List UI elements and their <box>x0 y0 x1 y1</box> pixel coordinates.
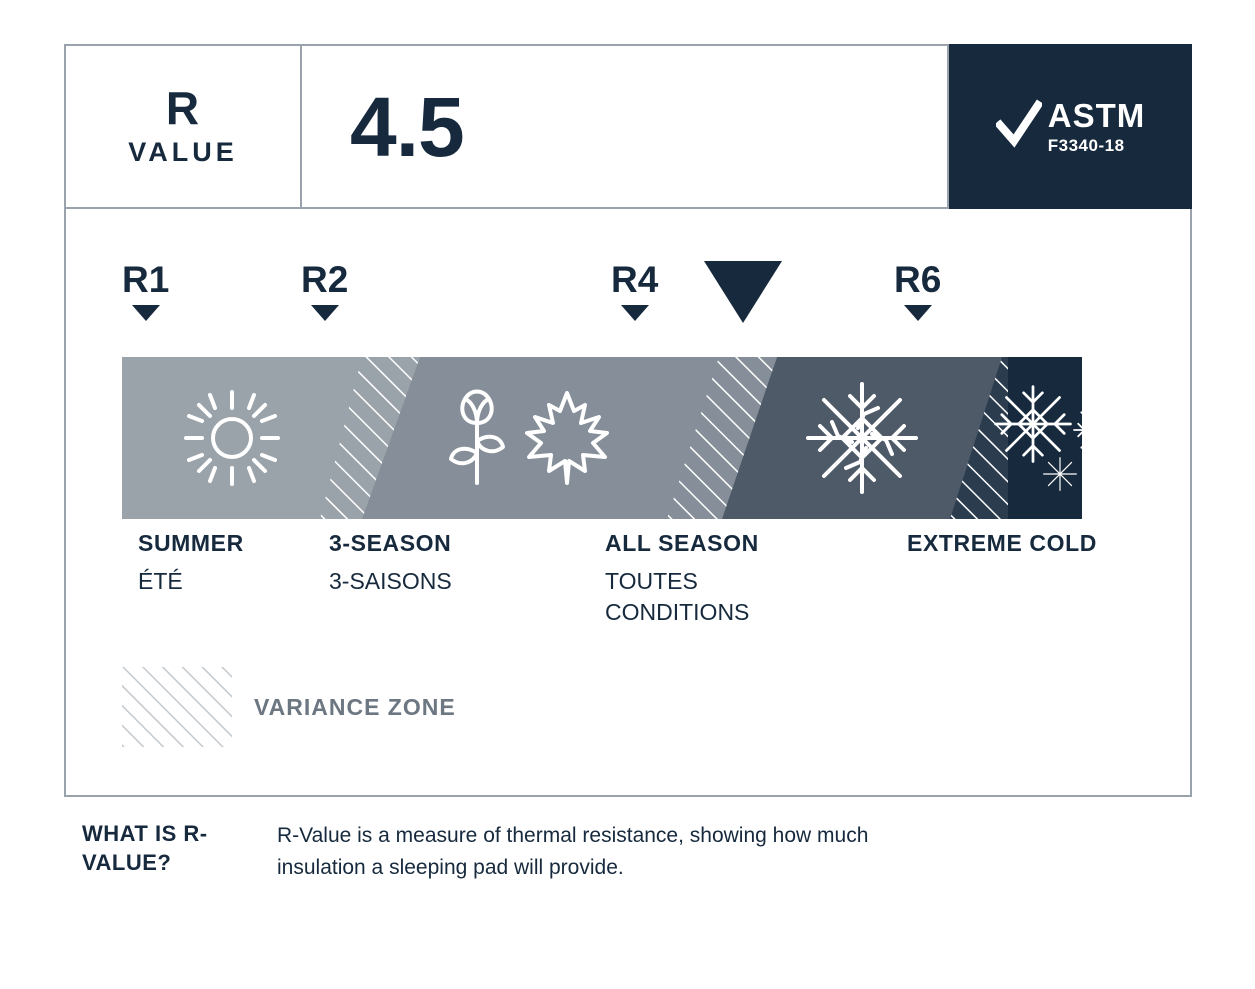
footer-title: WHAT IS R-VALUE? <box>82 821 208 875</box>
zone-label-3-season <box>329 531 452 597</box>
flower-leaf-icon <box>422 357 642 519</box>
temperature-zone-bar <box>122 357 1082 519</box>
zone-name-en: 3-SEASON <box>329 530 452 556</box>
tick-arrow-icon <box>621 305 649 321</box>
tick-r6 <box>894 261 941 321</box>
r-value-number-box <box>302 44 949 209</box>
tick-r4 <box>611 261 658 321</box>
zone-label-extreme-cold <box>907 531 1097 556</box>
snowflakes-icon <box>982 357 1082 519</box>
variance-legend-label: VARIANCE ZONE <box>254 693 456 720</box>
zone-label-all-season <box>605 531 805 628</box>
footer-description: R-Value is a measure of thermal resistance, showing how much insulation a sleeping pad will provide. <box>277 824 869 879</box>
tick-r2 <box>301 261 348 321</box>
zone-labels <box>122 531 1142 661</box>
tick-label: R1 <box>122 259 170 300</box>
checkmark-icon <box>996 99 1042 154</box>
zone-name-en: ALL SEASON <box>605 530 759 556</box>
header-row <box>64 44 1192 209</box>
r-letter: R <box>165 82 201 134</box>
zone-label-summer <box>138 531 244 597</box>
astm-text-block <box>1048 99 1146 154</box>
astm-spec: F3340-18 <box>1047 136 1125 155</box>
scale-ticks <box>66 209 1190 359</box>
footer <box>82 820 1182 883</box>
value-word: VALUE <box>128 137 238 167</box>
tick-arrow-icon <box>132 305 160 321</box>
snowflake-icon <box>772 357 952 519</box>
tick-label: R2 <box>301 259 349 300</box>
tick-label: R6 <box>894 259 942 300</box>
astm-name: ASTM <box>1047 97 1146 134</box>
sun-icon <box>177 357 287 519</box>
r-value-label-box <box>64 44 302 209</box>
zone-name-en: SUMMER <box>138 530 244 556</box>
scale-panel <box>64 209 1192 797</box>
tick-arrow-icon <box>311 305 339 321</box>
current-value-pointer-icon <box>704 261 782 323</box>
variance-swatch-icon <box>122 667 232 747</box>
r-value-number: 4.5 <box>350 79 464 174</box>
tick-arrow-icon <box>904 305 932 321</box>
zone-name-fr: ÉTÉ <box>138 568 183 595</box>
astm-certification-badge <box>949 44 1192 209</box>
zone-name-fr: TOUTES CONDITIONS <box>605 568 750 626</box>
tick-label: R4 <box>611 259 659 300</box>
tick-r1 <box>122 261 169 321</box>
variance-legend <box>122 667 456 747</box>
zone-name-fr: 3-SAISONS <box>329 568 452 595</box>
zone-name-en: EXTREME COLD <box>907 530 1097 556</box>
